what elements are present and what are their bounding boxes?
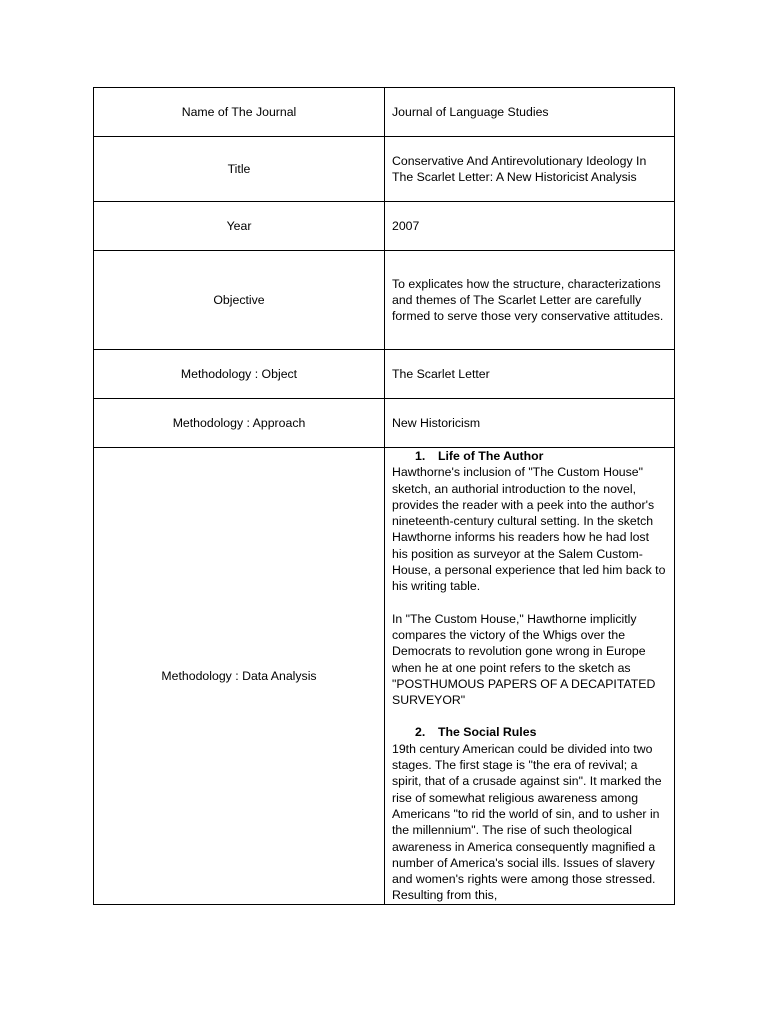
row-methodology-object	[94, 350, 675, 399]
journal-summary-table	[93, 87, 675, 905]
row-year	[94, 202, 675, 251]
row-journal-name	[94, 88, 675, 137]
section-title: Life of The Author	[438, 449, 544, 463]
row-value: Journal of Language Studies	[385, 88, 675, 137]
paragraph: 19th century American could be divided into two stages. The first stage is "the era of revival; a spirit, that of a crusade against sin". It marked the rise of somewhat religious awareness among Americans "to rid the world of sin, and to usher in the millennium". The rise of such theological awareness in America consequently magnified a number of America's social ills. Issues of slavery and women's rights were among those stressed. Resulting from this,	[392, 741, 662, 903]
row-value: 2007	[385, 202, 675, 251]
row-methodology-data-analysis	[94, 448, 675, 905]
row-label: Methodology : Approach	[94, 399, 385, 448]
row-label: Methodology : Data Analysis	[94, 448, 385, 905]
section-heading	[392, 724, 666, 740]
row-value	[385, 448, 675, 905]
paragraph: In "The Custom House," Hawthorne implicitly compares the victory of the Whigs over the Democrats to revolution gone wrong in Europe when he at one point refers to the sketch as "POSTHUMOUS PAPERS OF A DECAPITATED SURVEYOR"	[392, 611, 656, 708]
row-objective	[94, 251, 675, 350]
row-title	[94, 137, 675, 202]
row-value: New Historicism	[385, 399, 675, 448]
row-value: The Scarlet Letter	[385, 350, 675, 399]
row-label: Name of The Journal	[94, 88, 385, 137]
row-label: Objective	[94, 251, 385, 350]
row-value: To explicates how the structure, characterizations and themes of The Scarlet Letter are carefully formed to serve those very conservative attitudes.	[385, 251, 675, 350]
section-number: 2.	[415, 725, 426, 740]
paragraph-gap	[392, 708, 666, 724]
section-heading	[392, 448, 666, 464]
row-label: Year	[94, 202, 385, 251]
row-methodology-approach	[94, 399, 675, 448]
section-title: The Social Rules	[438, 725, 537, 740]
row-label: Title	[94, 137, 385, 202]
row-value: Conservative And Antirevolutionary Ideology In The Scarlet Letter: A New Historicist Analysis	[385, 137, 675, 202]
row-label: Methodology : Object	[94, 350, 385, 399]
section-number: 1.	[415, 449, 426, 463]
paragraph-gap	[392, 595, 666, 611]
paragraph: Hawthorne's inclusion of "The Custom House" sketch, an authorial introduction to the novel, provides the reader with a peek into the author's nineteenth-century cultural setting. In the sketch Hawthorne informs his readers how he had lost his position as surveyor at the Salem Custom-House, a personal experience that led him back to his writing table.	[392, 465, 666, 594]
